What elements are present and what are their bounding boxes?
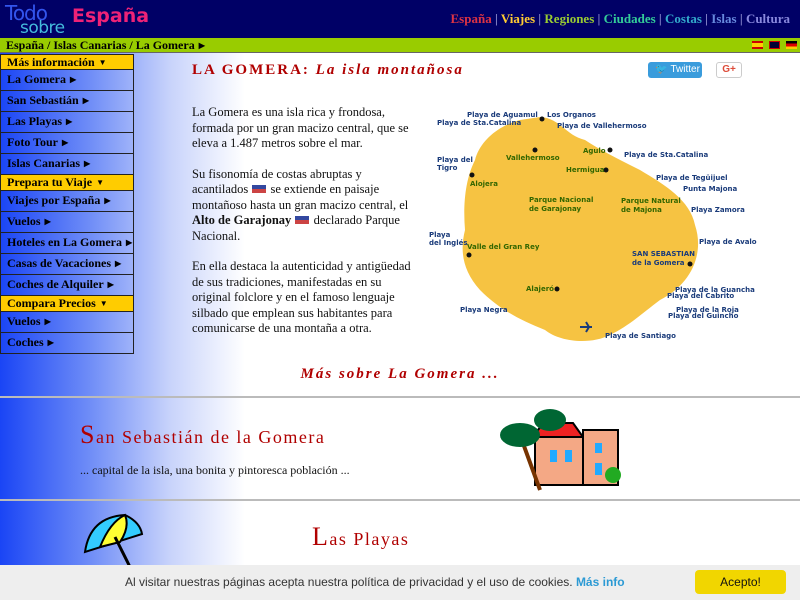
- sidebar-item[interactable]: [0, 275, 134, 296]
- sidebar-item[interactable]: [0, 254, 134, 275]
- town-illustration-icon[interactable]: [495, 405, 630, 495]
- map-label: Los Organos: [547, 111, 596, 119]
- paragraph-3: En ella destaca la autenticidad y antigüedad de sus tradiciones, manifestadas en su original folclore y en el famoso lenguaje silbado que emplean sus habitantes para comunicarse de una montaña a otra.: [192, 259, 411, 335]
- nav-separator: |: [491, 11, 501, 26]
- sidebar-item[interactable]: [0, 112, 134, 133]
- map-pin-icon: [533, 148, 538, 153]
- sidebar-item[interactable]: [0, 154, 134, 175]
- caret-right-icon: ▶: [115, 259, 122, 268]
- sidebar-item-label: Coches: [7, 335, 44, 349]
- sidebar-item[interactable]: [0, 70, 134, 91]
- map-label: Alojera: [470, 180, 498, 188]
- logo-todo[interactable]: Todo: [5, 1, 47, 25]
- san-sebastian-caption: ... capital de la isla, una bonita y pintoresca población ...: [80, 463, 350, 477]
- caret-down-icon: ▼: [96, 178, 105, 187]
- map-label: Playa Negra: [460, 306, 508, 314]
- map-label: Playa de Aguamul: [467, 111, 538, 119]
- map-label: Playa del: [437, 156, 473, 164]
- map-label: Hermigua: [566, 166, 605, 174]
- sidebar-item-label: Viajes por España: [7, 193, 101, 207]
- caret-right-icon: ▶: [104, 196, 111, 205]
- google-plus-button[interactable]: G+: [716, 62, 742, 78]
- breadcrumb[interactable]: [6, 38, 205, 53]
- nav-separator: |: [535, 11, 545, 26]
- accept-cookies-button[interactable]: Acepto!: [695, 570, 786, 594]
- map-label: Playa de Tegüijuel: [656, 174, 728, 182]
- garajonay-link[interactable]: Alto de Garajonay: [192, 213, 292, 227]
- caret-down-icon: ▼: [98, 58, 107, 67]
- sidebar-item-label: Prepara tu Viaje: [7, 175, 93, 189]
- las-playas-heading[interactable]: Las Playas: [312, 522, 410, 551]
- sidebar-menu: [0, 54, 134, 354]
- caret-right-icon: ▶: [44, 317, 51, 326]
- caret-right-icon: ▶: [198, 41, 205, 50]
- map-label: Punta Majona: [683, 185, 738, 193]
- nav-link-3[interactable]: Ciudades: [603, 11, 656, 26]
- sidebar-item[interactable]: [0, 133, 134, 154]
- caret-right-icon: ▶: [70, 75, 77, 84]
- caret-right-icon: ▶: [66, 117, 73, 126]
- sidebar-item[interactable]: [0, 212, 134, 233]
- sidebar-item-label: Casas de Vacaciones: [7, 256, 112, 270]
- map-pin-icon: [555, 287, 560, 292]
- map-label: Playa de Santiago: [605, 332, 676, 340]
- san-sebastian-heading[interactable]: San Sebastián de la Gomera: [80, 420, 326, 449]
- nav-separator: |: [736, 11, 746, 26]
- logo-sobre[interactable]: sobre: [20, 18, 65, 38]
- caret-right-icon: ▶: [82, 96, 89, 105]
- site-header: [0, 0, 800, 38]
- camera-icon[interactable]: [251, 184, 267, 194]
- map-label: del Inglés: [429, 239, 468, 247]
- map-label: Parque Natural: [621, 197, 681, 205]
- caret-right-icon: ▶: [47, 338, 54, 347]
- sidebar-item-label: Más información: [7, 55, 95, 69]
- twitter-label: Twitter: [670, 64, 700, 75]
- sidebar-item[interactable]: [0, 191, 134, 212]
- nav-separator: |: [594, 11, 604, 26]
- german-flag-icon[interactable]: [786, 41, 797, 49]
- sidebar-item-label: Vuelos: [7, 214, 41, 228]
- sidebar-item[interactable]: [0, 312, 134, 333]
- caret-right-icon: ▶: [44, 217, 51, 226]
- map-label: Playa del Guincho: [668, 312, 739, 320]
- map-pin-icon: [467, 253, 472, 258]
- nav-separator: |: [701, 11, 712, 26]
- la-gomera-map[interactable]: [425, 105, 757, 345]
- sidebar-item-label: Compara Precios: [7, 296, 96, 310]
- map-label: de Majona: [621, 206, 662, 214]
- sidebar-section-header[interactable]: [0, 54, 134, 70]
- nav-link-6[interactable]: Cultura: [745, 11, 790, 26]
- map-label: Playa de la Roja: [676, 306, 739, 314]
- map-pin-icon: [608, 148, 613, 153]
- map-label: Playa de la Guancha: [675, 286, 755, 294]
- map-label: SAN SEBASTIAN: [632, 250, 696, 258]
- cookie-banner: [0, 565, 800, 600]
- caret-right-icon: ▶: [84, 159, 91, 168]
- map-pin-icon: [540, 117, 545, 122]
- map-label: Parque Nacional: [529, 196, 594, 204]
- twitter-button[interactable]: [648, 62, 702, 78]
- sidebar-item-label: Vuelos: [7, 314, 41, 328]
- caret-down-icon: ▼: [99, 299, 108, 308]
- sidebar-item[interactable]: [0, 333, 134, 354]
- beach-umbrella-icon[interactable]: [80, 512, 150, 567]
- sidebar-item[interactable]: [0, 233, 134, 254]
- map-label: Playa: [429, 231, 451, 239]
- twitter-icon: 🐦: [655, 64, 668, 75]
- sidebar-item[interactable]: [0, 91, 134, 112]
- map-label: Playa de Avalo: [699, 238, 757, 246]
- nav-link-1[interactable]: Viajes: [500, 11, 536, 26]
- logo-espana[interactable]: España: [72, 5, 150, 27]
- caret-right-icon: ▶: [125, 238, 133, 247]
- paragraph-1: La Gomera es una isla rica y frondosa, formada por un gran macizo central, que se eleva a 1.487 metros sobre el mar.: [192, 105, 409, 150]
- paragraph-2: Su fisonomía de costas abruptas y acantilados se extiende en paisaje montañoso hasta un gran macizo central, el Alto de Garajonay declarado Parque Nacional.: [192, 166, 409, 243]
- sidebar-item-label: San Sebastián: [7, 93, 79, 107]
- top-nav: [451, 11, 790, 27]
- cookie-message: Al visitar nuestras páginas acepta nuestra política de privacidad y el uso de cookies. Más info: [125, 575, 625, 589]
- intro-text: [192, 105, 420, 352]
- nav-link-4[interactable]: Costas: [665, 11, 702, 26]
- camera-icon[interactable]: [294, 215, 310, 225]
- map-label: de Garajonay: [529, 205, 582, 213]
- more-info-link[interactable]: Más info: [575, 575, 625, 589]
- map-label: Playa de Vallehermoso: [557, 122, 647, 130]
- map-label: de la Gomera: [632, 259, 685, 267]
- sidebar-item-label: Foto Tour: [7, 135, 59, 149]
- nav-link-5[interactable]: Islas: [711, 11, 737, 26]
- map-label: Agulo: [583, 147, 606, 155]
- breadcrumb-text[interactable]: España / Islas Canarias / La Gomera: [6, 38, 195, 52]
- map-label: Valle del Gran Rey: [467, 243, 540, 251]
- divider: [0, 396, 800, 398]
- nav-link-2[interactable]: Regiones: [544, 11, 595, 26]
- sidebar-section-header[interactable]: [0, 296, 134, 312]
- spanish-flag-icon[interactable]: [752, 41, 763, 49]
- map-label: Alajeró: [526, 285, 554, 293]
- divider: [0, 499, 800, 501]
- page-title: LA GOMERA: La isla montañosa: [192, 62, 464, 78]
- map-label: Playa de Sta.Catalina: [624, 151, 709, 159]
- map-label: Vallehermoso: [506, 154, 560, 162]
- caret-right-icon: ▶: [62, 138, 69, 147]
- map-label: Playa del Cabrito: [667, 292, 735, 300]
- sidebar-item-label: Hoteles en La Gomera: [7, 235, 122, 249]
- map-label: Playa de Sta.Catalina: [437, 119, 522, 127]
- map-label: Tigro: [437, 164, 458, 172]
- page-subtitle: La isla montañosa: [315, 62, 464, 78]
- sidebar-item-label: La Gomera: [7, 72, 66, 86]
- map-pin-icon: [470, 173, 475, 178]
- more-about-heading[interactable]: Más sobre La Gomera ...: [300, 366, 500, 382]
- nav-separator: |: [655, 11, 666, 26]
- nav-link-0[interactable]: España: [450, 11, 492, 26]
- breadcrumb-bar: [0, 38, 800, 53]
- caret-right-icon: ▶: [107, 280, 114, 289]
- sidebar-section-header[interactable]: [0, 175, 134, 191]
- sidebar-item-label: Coches de Alquiler: [7, 277, 104, 291]
- map-label: Playa Zamora: [691, 206, 745, 214]
- sidebar-item-label: Islas Canarias: [7, 156, 81, 170]
- map-pin-icon: [688, 262, 693, 267]
- sidebar-item-label: Las Playas: [7, 114, 63, 128]
- uk-flag-icon[interactable]: [769, 41, 780, 49]
